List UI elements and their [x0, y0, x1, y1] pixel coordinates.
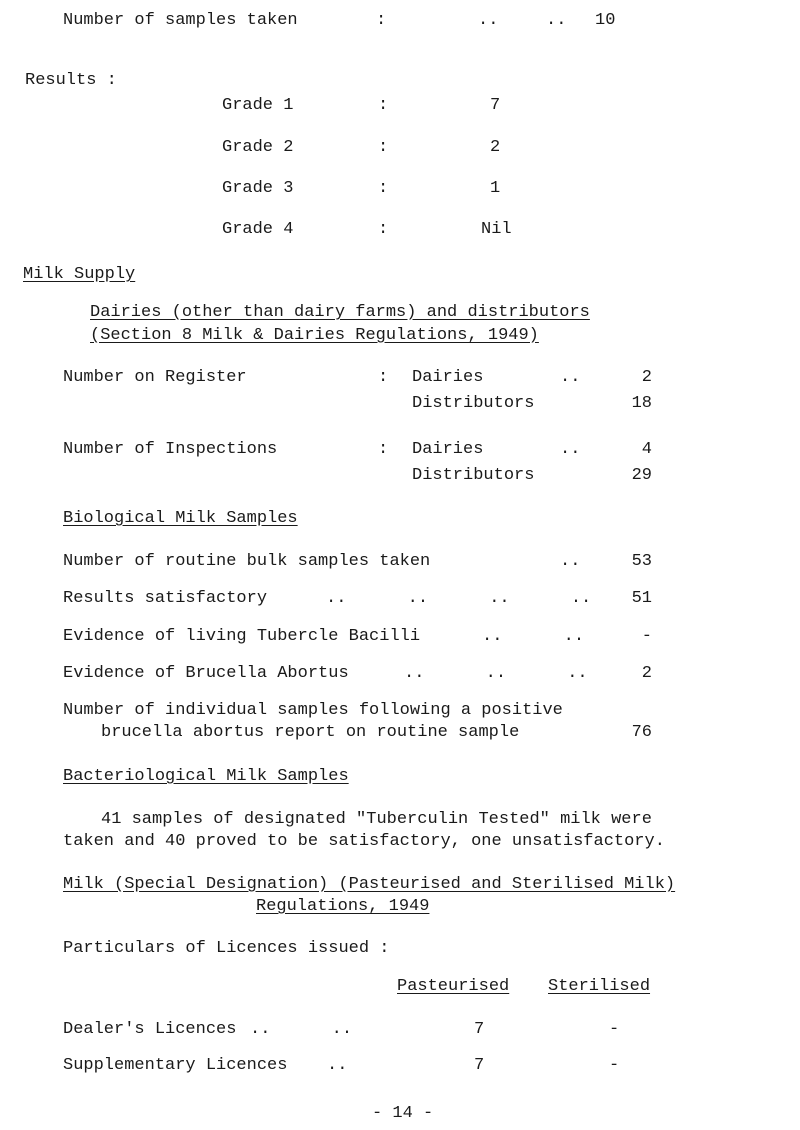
grade-label: Grade 3 [222, 179, 294, 198]
page-number: - 14 - [372, 1104, 434, 1123]
biological-row-value: 2 [641, 664, 652, 683]
inspections-distributors-label: Distributors [412, 466, 535, 485]
biological-row-dots: .. .. [482, 627, 585, 646]
samples-label: Number of samples taken [63, 11, 298, 30]
follow-up-line-1: Number of individual samples following a positive [63, 701, 563, 720]
biological-row-dots: .. [560, 552, 581, 571]
samples-value: 10 [595, 11, 616, 30]
bacteriological-heading: Bacteriological Milk Samples [63, 767, 349, 786]
licence-row-sterilised: - [609, 1056, 620, 1075]
inspections-dairies-dots: .. [560, 440, 581, 459]
biological-row-label: Evidence of living Tubercle Bacilli [63, 627, 421, 646]
grade-colon: : [378, 138, 389, 157]
grade-colon: : [378, 220, 389, 239]
inspections-dairies-value: 4 [641, 440, 652, 459]
samples-dots-2: .. [546, 11, 567, 30]
grade-label: Grade 4 [222, 220, 294, 239]
inspections-colon: : [378, 440, 389, 459]
bacteriological-para-line-1: 41 samples of designated "Tuberculin Tested" milk were [101, 810, 652, 829]
register-dairies-dots: .. [560, 368, 581, 387]
column-sterilised: Sterilised [548, 977, 651, 996]
register-colon: : [378, 368, 389, 387]
section-subheading: (Section 8 Milk & Dairies Regulations, 1949) [90, 326, 539, 345]
biological-row-label: Evidence of Brucella Abortus [63, 664, 349, 683]
licence-row-pasteurised: 7 [474, 1056, 485, 1075]
follow-up-line-2: brucella abortus report on routine sample [101, 723, 520, 742]
biological-row-dots: .. .. .. [404, 664, 588, 683]
particulars-label: Particulars of Licences issued : [63, 939, 390, 958]
grade-value: 7 [490, 96, 501, 115]
biological-row-value: - [641, 627, 652, 646]
inspections-label: Number of Inspections [63, 440, 278, 459]
inspections-dairies-label: Dairies [412, 440, 484, 459]
licence-row-dots: .. [327, 1056, 348, 1075]
licence-row-label: Supplementary Licences [63, 1056, 288, 1075]
register-dairies-value: 2 [641, 368, 652, 387]
milk-supply-heading: Milk Supply [23, 265, 136, 284]
biological-row-value: 51 [631, 589, 652, 608]
register-label: Number on Register [63, 368, 247, 387]
biological-heading: Biological Milk Samples [63, 509, 298, 528]
regulations-heading-line-2: Regulations, 1949 [256, 897, 430, 916]
follow-up-value: 76 [631, 723, 652, 742]
biological-row-label: Results satisfactory [63, 589, 268, 608]
biological-row-value: 53 [631, 552, 652, 571]
register-distributors-label: Distributors [412, 394, 535, 413]
licence-row-label: Dealer's Licences [63, 1020, 237, 1039]
grade-value: Nil [481, 220, 512, 239]
biological-row-label: Number of routine bulk samples taken [63, 552, 431, 571]
samples-colon: : [376, 11, 387, 30]
grade-value: 1 [490, 179, 501, 198]
register-distributors-value: 18 [631, 394, 652, 413]
grade-colon: : [378, 179, 389, 198]
grade-colon: : [378, 96, 389, 115]
column-pasteurised: Pasteurised [397, 977, 510, 996]
licence-row-sterilised: - [609, 1020, 620, 1039]
biological-row-dots: .. .. .. .. [326, 589, 592, 608]
regulations-heading-line-1: Milk (Special Designation) (Pasteurised and Sterilised Milk) [63, 875, 676, 894]
samples-dots: .. [478, 11, 499, 30]
licence-row-pasteurised: 7 [474, 1020, 485, 1039]
inspections-distributors-value: 29 [631, 466, 652, 485]
results-label: Results : [25, 71, 117, 90]
grade-value: 2 [490, 138, 501, 157]
dairies-subheading: Dairies (other than dairy farms) and distributors [90, 303, 590, 322]
register-dairies-label: Dairies [412, 368, 484, 387]
grade-label: Grade 2 [222, 138, 294, 157]
grade-label: Grade 1 [222, 96, 294, 115]
licence-row-dots: .. .. [250, 1020, 353, 1039]
bacteriological-para-line-2: taken and 40 proved to be satisfactory, one unsatisfactory. [63, 832, 665, 851]
